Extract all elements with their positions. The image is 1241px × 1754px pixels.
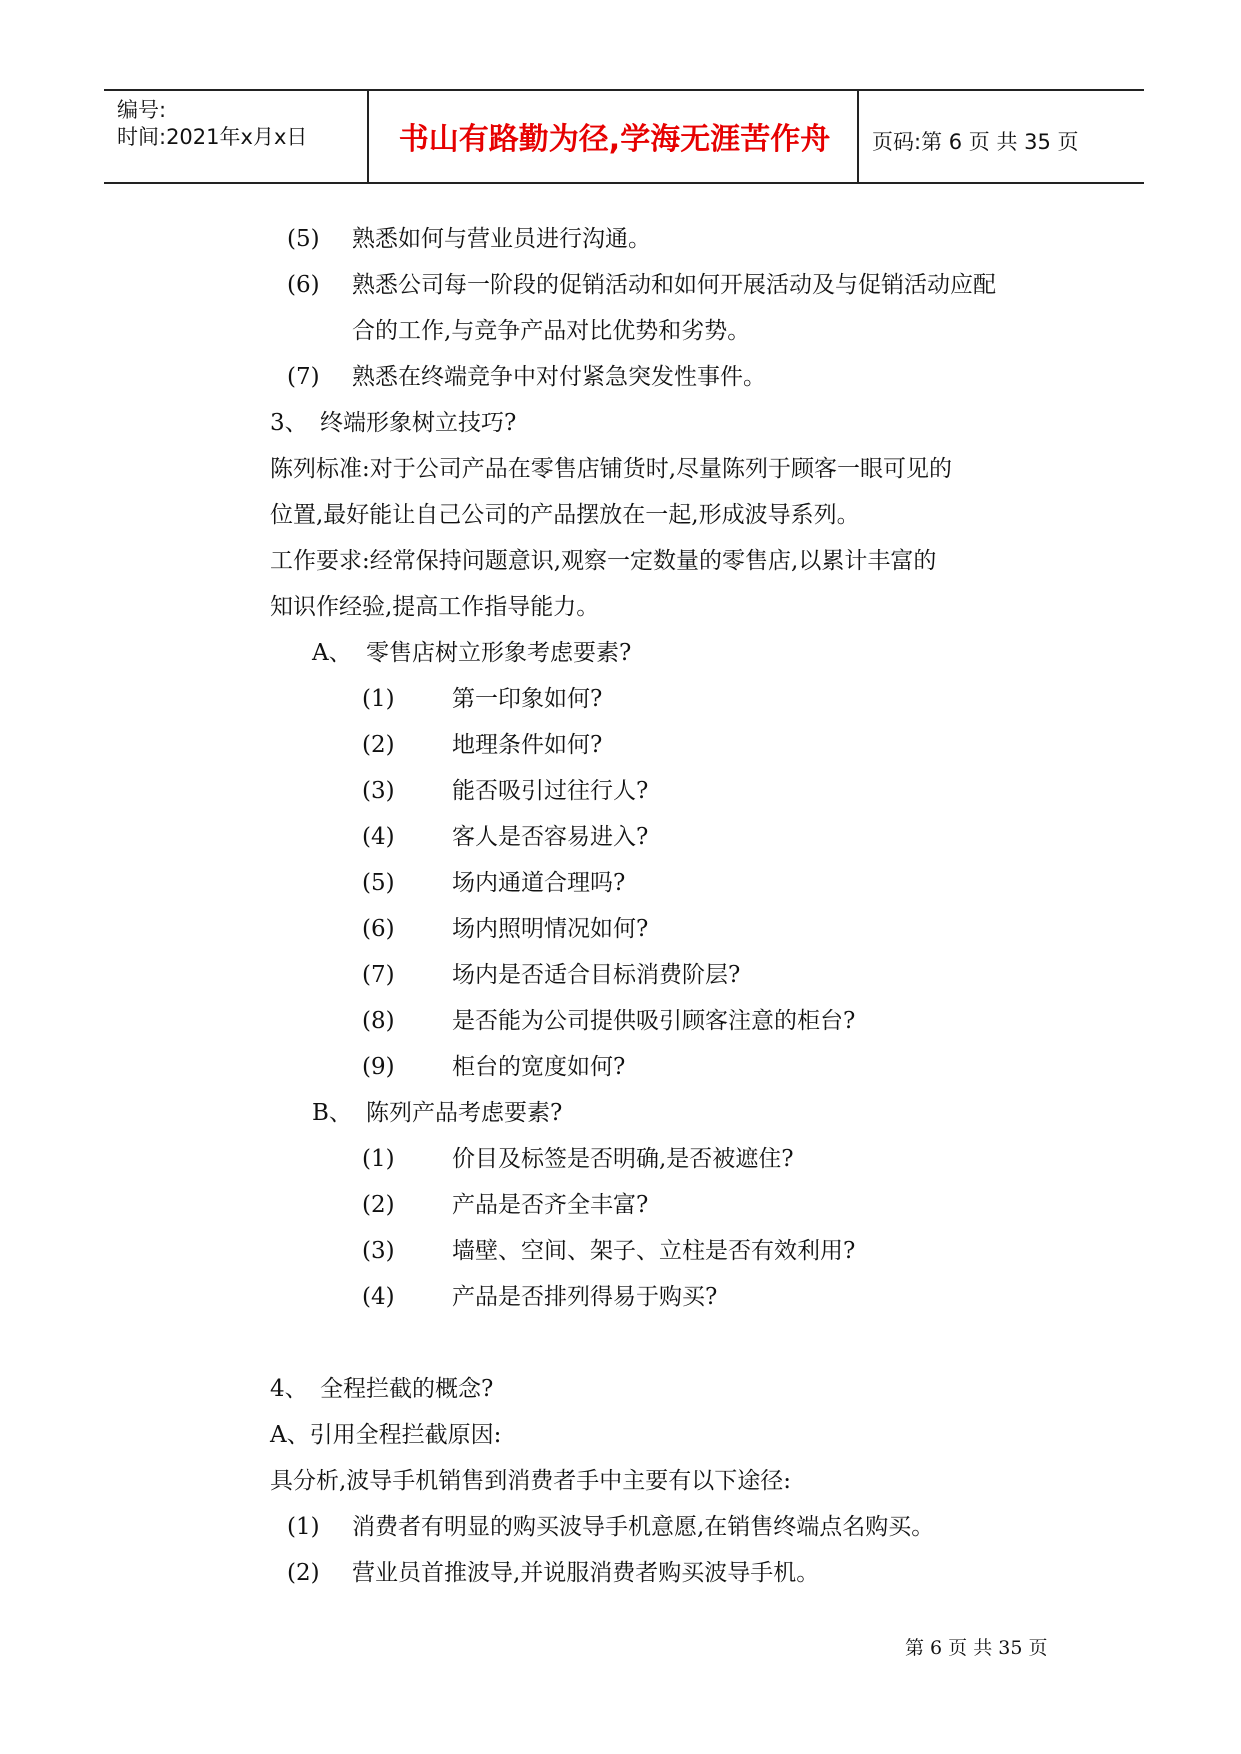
route-item-number: (2) [287, 1560, 320, 1586]
work-requirement-line-1: 工作要求:经常保持问题意识,观察一定数量的零售店,以累计丰富的 [270, 548, 937, 574]
a-item-text: 是否能为公司提供吸引顾客注意的柜台? [452, 1008, 856, 1034]
b-item-text: 墙壁、空间、架子、立柱是否有效利用? [452, 1238, 856, 1264]
a-item-text: 第一印象如何? [452, 686, 603, 712]
header-motto: 书山有路勤为径,学海无涯苦作舟 [398, 122, 831, 157]
route-item-text: 消费者有明显的购买波导手机意愿,在销售终端点名购买。 [352, 1514, 935, 1540]
a-item-text: 场内是否适合目标消费阶层? [452, 962, 741, 988]
b-item-number: (1) [362, 1146, 395, 1172]
section-3-heading: 终端形象树立技巧? [320, 410, 517, 436]
work-requirement-line-2: 知识作经验,提高工作指导能力。 [270, 594, 600, 620]
item-7-number: (7) [287, 364, 320, 390]
b-item-text: 产品是否齐全丰富? [452, 1192, 649, 1218]
a-item-text: 柜台的宽度如何? [452, 1054, 626, 1080]
a-item-number: (5) [362, 870, 395, 896]
subsection-b-label: B、 [312, 1100, 352, 1126]
section-4-number: 4、 [270, 1376, 308, 1402]
section-4-intro: 具分析,波导手机销售到消费者手中主要有以下途径: [270, 1468, 792, 1494]
a-item-number: (2) [362, 732, 395, 758]
b-item-text: 产品是否排列得易于购买? [452, 1284, 718, 1310]
a-item-number: (7) [362, 962, 395, 988]
item-5-text: 熟悉如何与营业员进行沟通。 [352, 226, 651, 252]
b-item-number: (3) [362, 1238, 395, 1264]
section-4-subheading-a: A、引用全程拦截原因: [270, 1422, 502, 1448]
header-divider-left [367, 89, 369, 184]
subsection-a-title: 零售店树立形象考虑要素? [366, 640, 632, 666]
a-item-number: (9) [362, 1054, 395, 1080]
a-item-number: (4) [362, 824, 395, 850]
a-item-text: 地理条件如何? [452, 732, 603, 758]
item-6-text: 熟悉公司每一阶段的促销活动和如何开展活动及与促销活动应配 [352, 272, 996, 298]
item-6-text-continued: 合的工作,与竞争产品对比优势和劣势。 [352, 318, 751, 344]
a-item-text: 能否吸引过往行人? [452, 778, 649, 804]
item-7-text: 熟悉在终端竞争中对付紧急突发性事件。 [352, 364, 766, 390]
b-item-number: (2) [362, 1192, 395, 1218]
a-item-text: 场内照明情况如何? [452, 916, 649, 942]
b-item-number: (4) [362, 1284, 395, 1310]
display-standard-line-2: 位置,最好能让自己公司的产品摆放在一起,形成波导系列。 [270, 502, 860, 528]
a-item-number: (8) [362, 1008, 395, 1034]
a-item-number: (3) [362, 778, 395, 804]
display-standard-line-1: 陈列标准:对于公司产品在零售店铺货时,尽量陈列于顾客一眼可见的 [270, 456, 953, 482]
section-3-number: 3、 [270, 410, 308, 436]
a-item-number: (1) [362, 686, 395, 712]
route-item-number: (1) [287, 1514, 320, 1540]
header-bottom-rule [104, 182, 1144, 184]
header-top-rule [104, 89, 1144, 91]
subsection-b-title: 陈列产品考虑要素? [366, 1100, 563, 1126]
header-divider-right [857, 89, 859, 184]
a-item-text: 场内通道合理吗? [452, 870, 626, 896]
header-code-label: 编号: [117, 98, 167, 122]
item-5-number: (5) [287, 226, 320, 252]
header-time-label: 时间:2021年x月x日 [117, 125, 308, 149]
item-6-number: (6) [287, 272, 320, 298]
route-item-text: 营业员首推波导,并说服消费者购买波导手机。 [352, 1560, 820, 1586]
page-footer: 第 6 页 共 35 页 [905, 1637, 1048, 1659]
header-page-label: 页码:第 6 页 共 35 页 [872, 130, 1079, 154]
b-item-text: 价目及标签是否明确,是否被遮住? [452, 1146, 794, 1172]
a-item-text: 客人是否容易进入? [452, 824, 649, 850]
a-item-number: (6) [362, 916, 395, 942]
section-4-heading: 全程拦截的概念? [320, 1376, 494, 1402]
subsection-a-label: A、 [312, 640, 352, 666]
